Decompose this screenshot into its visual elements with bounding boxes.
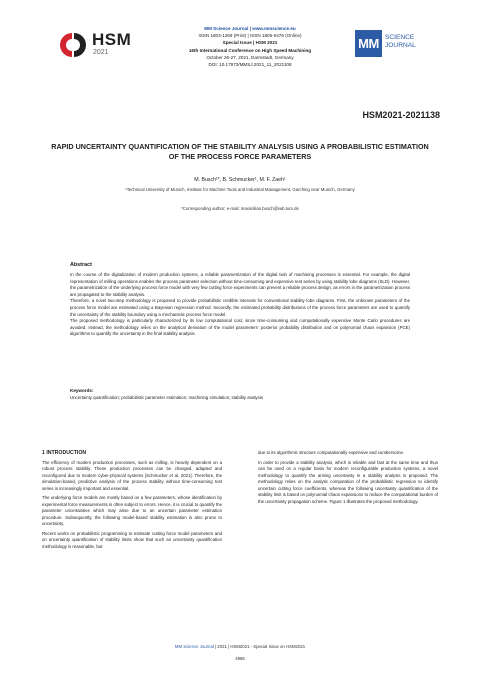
mm-logo-label-2: JOURNAL <box>385 42 416 49</box>
paper-id: HSM2021-2021138 <box>362 110 440 120</box>
abstract-paragraph: Therefore, a novel two-step methodology is proposed to provide probabilistic credible intervals for conventional stability lobe diagrams. First, the unknown parameters of the process force model are estimated using a Bayesian regression method. Secondly, the estimated probability distributions of the process force parameters are used to quantify the uncertainty of the stability boundary using a mechanistic process force model. <box>70 298 410 317</box>
dates-line: October 26-27, 2021, Darmstadt, Germany <box>206 54 294 60</box>
paper-title: RAPID UNCERTAINTY QUANTIFICATION OF THE STABILITY ANALYSIS USING A PROBABILISTIC ESTIMATION OF THE PROCESS FORCE PARAMETERS <box>51 142 429 161</box>
journal-header <box>150 25 350 68</box>
intro-right-column <box>258 450 438 508</box>
body-paragraph: Recent works on probabilistic programming to estimate cutting force model parameters and on uncertainty quantification of stability limits show that such an uncertainty quantification methodology is reasonable, but <box>42 530 222 549</box>
hsm-logo-year: 2021 <box>93 49 109 56</box>
body-paragraph: In order to provide a stability analysis, which is reliable and fast at the same time and thus can be used on a regular basis for modern reconfigurable production systems, a novel methodology to quantify the arising uncertainty in a stability analysis is proposed. The methodology relies on the analytic computation of the probabilistic regression to identify uncertain cutting force coefficients, whereas the following uncertainty quantification of the stability limit is based on polynomial chaos expansions to reduce the computational burden of the uncertainty propagation scheme. Figure 1 illustrates the proposed methodology. <box>258 459 438 504</box>
mm-logo-label <box>385 34 416 50</box>
abstract-body <box>70 272 410 338</box>
journal-line: MM Science Journal | www.mmscience.eu <box>204 26 296 31</box>
hsm-logo-mark-icon <box>58 31 88 59</box>
mm-science-journal-logo <box>355 30 435 58</box>
hsm-logo <box>58 30 138 60</box>
corresponding-author: *Corresponding author; e-mail: maximilian.busch@iwb.tum.de <box>181 206 299 211</box>
footer-journal: MM Science Journal <box>174 644 214 649</box>
abstract-heading: Abstract <box>70 262 92 268</box>
issue-line: Special Issue | HSM 2021 <box>222 40 278 46</box>
page-number: 4986 <box>235 656 245 661</box>
body-paragraph: The efficiency of modern production processes, such as milling, is heavily dependent on a robust process stability. These production processes can be changed, adapted and reconfigured due to modern cyber-physical systems [Schmucker et al. 2021]. Therefore, the simulation-based, predictive analysis of the process stability without time-consuming test series is increasingly important and essential. <box>42 459 222 491</box>
section-heading: 1 INTRODUCTION <box>42 450 87 456</box>
body-paragraph: The underlying force models are mostly based on a few parameters, whose identification by experimental force measurements is often subject to errors. Hence, it is crucial to quantify the parameter uncertainties which may arise due to an uncertain parameter estimation procedure. Subsequently, the following model-based stability estimation is also prone to uncertainty. <box>42 495 222 526</box>
keywords: Uncertainty quantification; probabilistic parameter estimation; machining simulation; stability analysis <box>70 395 263 400</box>
doi-line: DOI: 10.17973/MMSJ.2021_11_2021108 <box>208 62 292 68</box>
footer-issue: | 2021 | HSM2021 - Special Issue on HSM2021 <box>213 644 306 649</box>
intro-left-column <box>42 450 222 553</box>
hsm-logo-text: HSM <box>92 30 132 49</box>
keywords-heading: Keywords: <box>70 388 94 393</box>
body-paragraph: due to its algorithmic structure computationally expensive and cumbersome. <box>258 450 405 455</box>
issn-line: ISSN 1803-1269 (Print) | ISSN 1805-0476 (Online) <box>198 33 302 39</box>
page-footer <box>50 644 430 649</box>
abstract-paragraph: In the course of the digitalization of modern production systems, a reliable parametrization of the digital twin of machining processes is essential. For example, the digital representation of milling operations enables the process parameter selection without time-consuming and expensive test series by using stability lobe diagrams (SLD). However, the parametrization of the underlying process force model with very few cutting force experiments can prevent a reliable process design, as errors in the parametrization process are propagated to the stability analysis. <box>70 272 410 297</box>
conference-line: 16th International Conference on High Speed Machining <box>188 47 312 53</box>
abstract-paragraph: The proposed methodology is particularly characterized by its low computational cost, since time-consuming and computationally expensive Monte Carlo procedures are avoided. Instead, the methodology relies on the analytical derivation of the model parameters' posterior probability distribution and on polynomial chaos expansion (PCE) algorithms to quantify the uncertainty in the final stability analysis. <box>70 318 410 337</box>
mm-logo-label-1: SCIENCE <box>385 34 415 41</box>
paper-authors: M. Busch¹*, B. Schmucker¹, M. F. Zaeh¹ <box>194 177 286 183</box>
paper-affiliation: ¹Technical University of Munich, Institute for Machine Tools and Industrial Management, Garching near Munich, Germany <box>125 187 355 192</box>
mm-logo-box: MM <box>355 30 382 57</box>
